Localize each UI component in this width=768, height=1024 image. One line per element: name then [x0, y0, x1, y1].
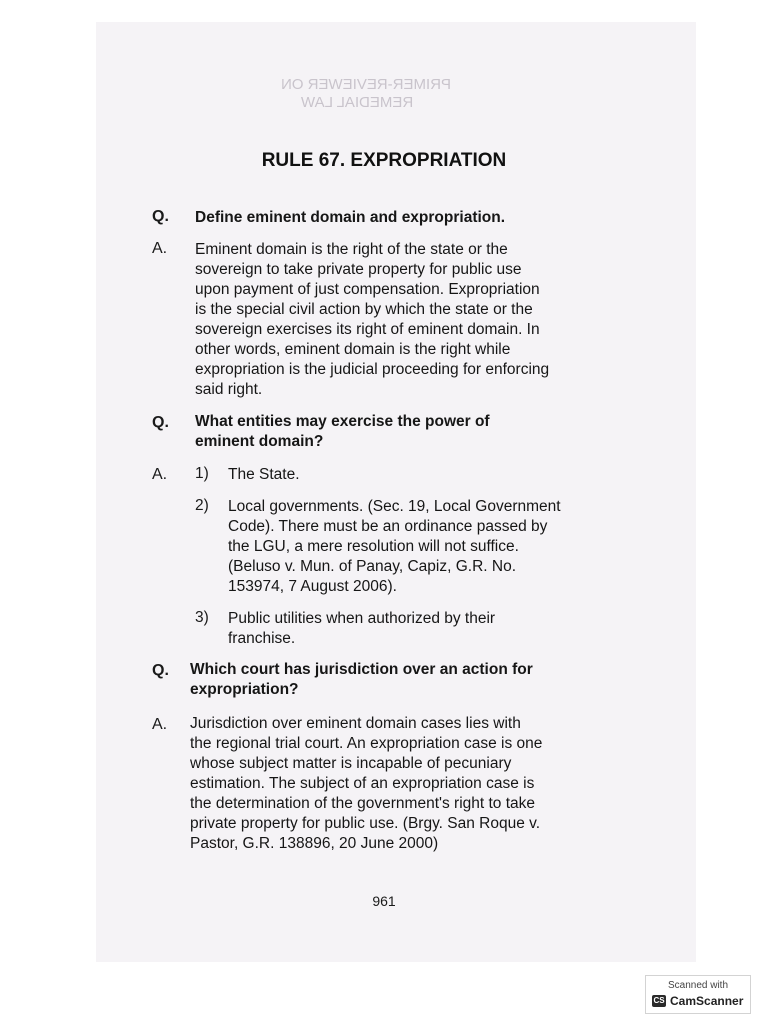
- question-line: What entities may exercise the power of: [195, 413, 490, 430]
- answer-line: whose subject matter is incapable of pecuniary: [190, 755, 512, 772]
- answer-line: sovereign exercises its right of eminent domain. In: [195, 321, 540, 338]
- camscanner-logo-icon: CS: [653, 996, 665, 1005]
- scanner-brand-name: CamScanner: [670, 994, 744, 1008]
- list-number: 3): [195, 609, 209, 626]
- question-label: Q.: [152, 662, 169, 679]
- question-line: Which court has jurisdiction over an action for: [190, 661, 533, 678]
- list-item: [228, 609, 588, 649]
- answer-line: other words, eminent domain is the right while: [195, 341, 511, 358]
- answer-line: upon payment of just compensation. Expropriation: [195, 281, 540, 298]
- answer-label: A.: [152, 716, 168, 733]
- answer-line: private property for public use. (Brgy. San Roque v.: [190, 815, 541, 832]
- answer-line: is the special civil action by which the state or the: [195, 301, 533, 318]
- list-item: [228, 497, 588, 597]
- bleed-through-text: REMEDIAL LAW: [301, 94, 414, 111]
- list-item-line: (Beluso v. Mun. of Panay, Capiz, G.R. No.: [228, 558, 517, 575]
- answer-line: the regional trial court. An expropriation case is one: [190, 735, 543, 752]
- answer-text: [190, 714, 590, 854]
- answer-line: Eminent domain is the right of the state or the: [195, 241, 508, 258]
- answer-line: said right.: [195, 381, 263, 398]
- answer-text: [195, 240, 585, 400]
- answer-line: Pastor, G.R. 138896, 20 June 2000): [190, 835, 439, 852]
- question-text: Define eminent domain and expropriation.: [195, 209, 506, 226]
- question-text: [195, 412, 585, 452]
- list-item-line: 153974, 7 August 2006).: [228, 578, 397, 595]
- question-text: [190, 660, 590, 700]
- list-item-line: franchise.: [228, 630, 296, 647]
- page-number: 961: [372, 893, 396, 909]
- list-item-line: Local governments. (Sec. 19, Local Government: [228, 498, 561, 515]
- bleed-through-text: PRIMER-REVIEWER ON: [281, 76, 452, 93]
- scanner-brand: [652, 994, 743, 1008]
- list-item-line: the LGU, a mere resolution will not suffice.: [228, 538, 519, 555]
- answer-line: expropriation is the judicial proceeding for enforcing: [195, 361, 550, 378]
- answer-line: estimation. The subject of an expropriation case is: [190, 775, 535, 792]
- scanner-watermark: [645, 975, 751, 1014]
- chapter-title: RULE 67. EXPROPRIATION: [261, 150, 507, 171]
- list-item-line: The State.: [228, 466, 300, 483]
- list-number: 1): [195, 465, 209, 482]
- question-label: Q.: [152, 208, 169, 225]
- question-line: expropriation?: [190, 681, 299, 698]
- answer-label: A.: [152, 466, 168, 483]
- question-label: Q.: [152, 414, 169, 431]
- list-item: [228, 465, 300, 485]
- answer-line: the determination of the government's right to take: [190, 795, 536, 812]
- question-line: eminent domain?: [195, 433, 324, 450]
- answer-line: sovereign to take private property for public use: [195, 261, 522, 278]
- scanner-caption: Scanned with: [667, 980, 729, 991]
- list-item-line: Code). There must be an ordinance passed by: [228, 518, 548, 535]
- list-number: 2): [195, 497, 209, 514]
- list-item-line: Public utilities when authorized by their: [228, 610, 496, 627]
- answer-label: A.: [152, 240, 168, 257]
- answer-line: Jurisdiction over eminent domain cases lies with: [190, 715, 521, 732]
